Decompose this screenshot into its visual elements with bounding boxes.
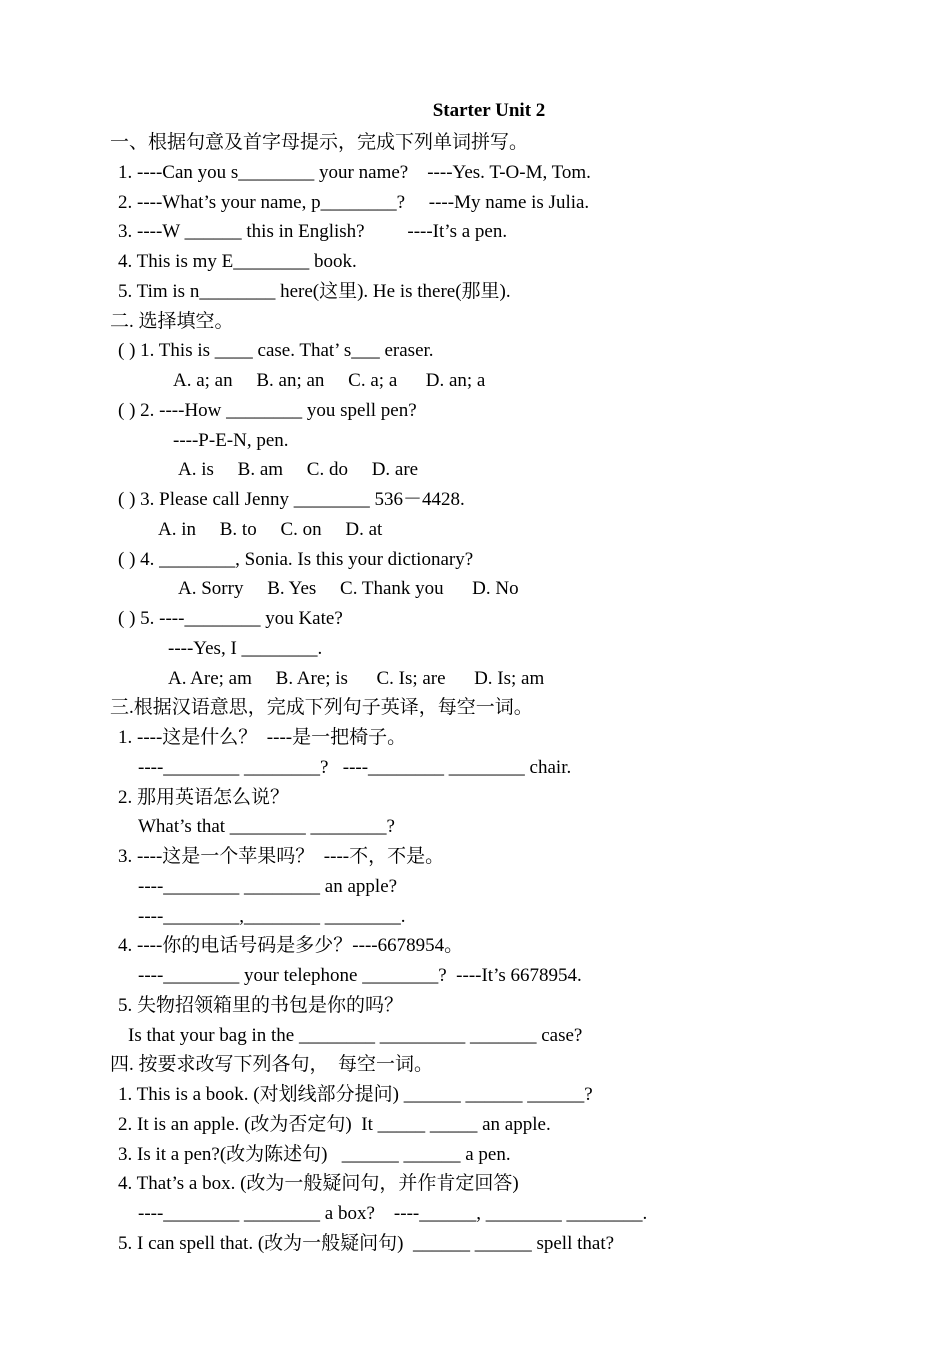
worksheet-line: 2. ----What’s your name, p________? ----My name is Julia. bbox=[118, 191, 590, 213]
worksheet-line: 2. It is an apple. (改为否定句) It _____ _____ an apple. bbox=[118, 1113, 551, 1135]
worksheet-line: ----________ ________ an apple? bbox=[138, 875, 398, 897]
worksheet-line: 4. This is my E________ book. bbox=[118, 251, 357, 272]
worksheet-line: ( ) 4. ________, Sonia. Is this your dictionary? bbox=[118, 548, 474, 570]
worksheet-line: 1. ----这是什么？ ----是一把椅子。 bbox=[118, 727, 407, 748]
worksheet-line: A. is B. am C. do D. are bbox=[178, 459, 419, 481]
worksheet-line: 一、根据句意及首字母提示，完成下列单词拼写。 bbox=[110, 132, 529, 153]
worksheet-lines bbox=[0, 128, 950, 1259]
worksheet-line: 3. Is it a pen?(改为陈述句) ______ ______ a pen. bbox=[118, 1143, 511, 1165]
worksheet-line: 三.根据汉语意思，完成下列句子英译，每空一词。 bbox=[110, 697, 533, 719]
worksheet-line: ----P-E-N, pen. bbox=[173, 429, 289, 451]
worksheet-line: 5. I can spell that. (改为一般疑问句) ______ ______ spell that? bbox=[118, 1232, 615, 1254]
worksheet-line: ( ) 3. Please call Jenny ________ 536－4428. bbox=[118, 489, 465, 510]
worksheet-line: 3. ----W ______ this in English? ----It’s a pen. bbox=[118, 221, 508, 243]
worksheet-line: ----________,________ ________. bbox=[138, 905, 406, 927]
worksheet-line: 3. ----这是一个苹果吗？ ----不，不是。 bbox=[118, 846, 445, 867]
worksheet-line: A. Sorry B. Yes C. Thank you D. No bbox=[178, 578, 519, 600]
worksheet-line: ----________ ________ a box? ----______, ________ ________. bbox=[138, 1203, 648, 1224]
worksheet-line: 1. ----Can you s________ your name? ----Yes. T-O-M, Tom. bbox=[118, 161, 591, 183]
worksheet-line: ----Yes, I ________. bbox=[168, 637, 323, 659]
worksheet-line: 二. 选择填空。 bbox=[110, 310, 234, 332]
worksheet-line: A. Are; am B. Are; is C. Is; are D. Is; am bbox=[168, 667, 545, 689]
worksheet-line: 四. 按要求改写下列各句， 每空一词。 bbox=[110, 1054, 434, 1076]
worksheet-line: ( ) 1. This is ____ case. That’ s___ eraser. bbox=[118, 340, 434, 362]
worksheet-line: ----________ your telephone ________? ----It’s 6678954. bbox=[138, 965, 582, 986]
worksheet-line: A. a; an B. an; an C. a; a D. an; a bbox=[173, 370, 486, 391]
worksheet-line: ----________ ________? ----________ ________ chair. bbox=[138, 756, 572, 778]
worksheet-line: Is that your bag in the ________ _________ _______ case? bbox=[128, 1024, 583, 1046]
worksheet-line: ( ) 5. ----________ you Kate? bbox=[118, 608, 343, 629]
worksheet-line: 5. Tim is n________ here(这里). He is there(那里). bbox=[118, 280, 511, 302]
worksheet-line: 5. 失物招领箱里的书包是你的吗？ bbox=[118, 994, 404, 1016]
worksheet-line: 4. ----你的电话号码是多少？----6678954。 bbox=[118, 935, 464, 957]
worksheet-line: 1. This is a book. (对划线部分提问) ______ ______ ______? bbox=[118, 1084, 593, 1105]
worksheet-line: ( ) 2. ----How ________ you spell pen? bbox=[118, 399, 417, 421]
worksheet-line: What’s that ________ ________? bbox=[138, 816, 395, 838]
worksheet-line: A. in B. to C. on D. at bbox=[158, 518, 383, 540]
worksheet-line: 2. 那用英语怎么说？ bbox=[118, 786, 290, 808]
page-title: Starter Unit 2 bbox=[432, 100, 546, 121]
worksheet-line: 4. That’s a box. (改为一般疑问句，并作肯定回答) bbox=[118, 1173, 519, 1195]
